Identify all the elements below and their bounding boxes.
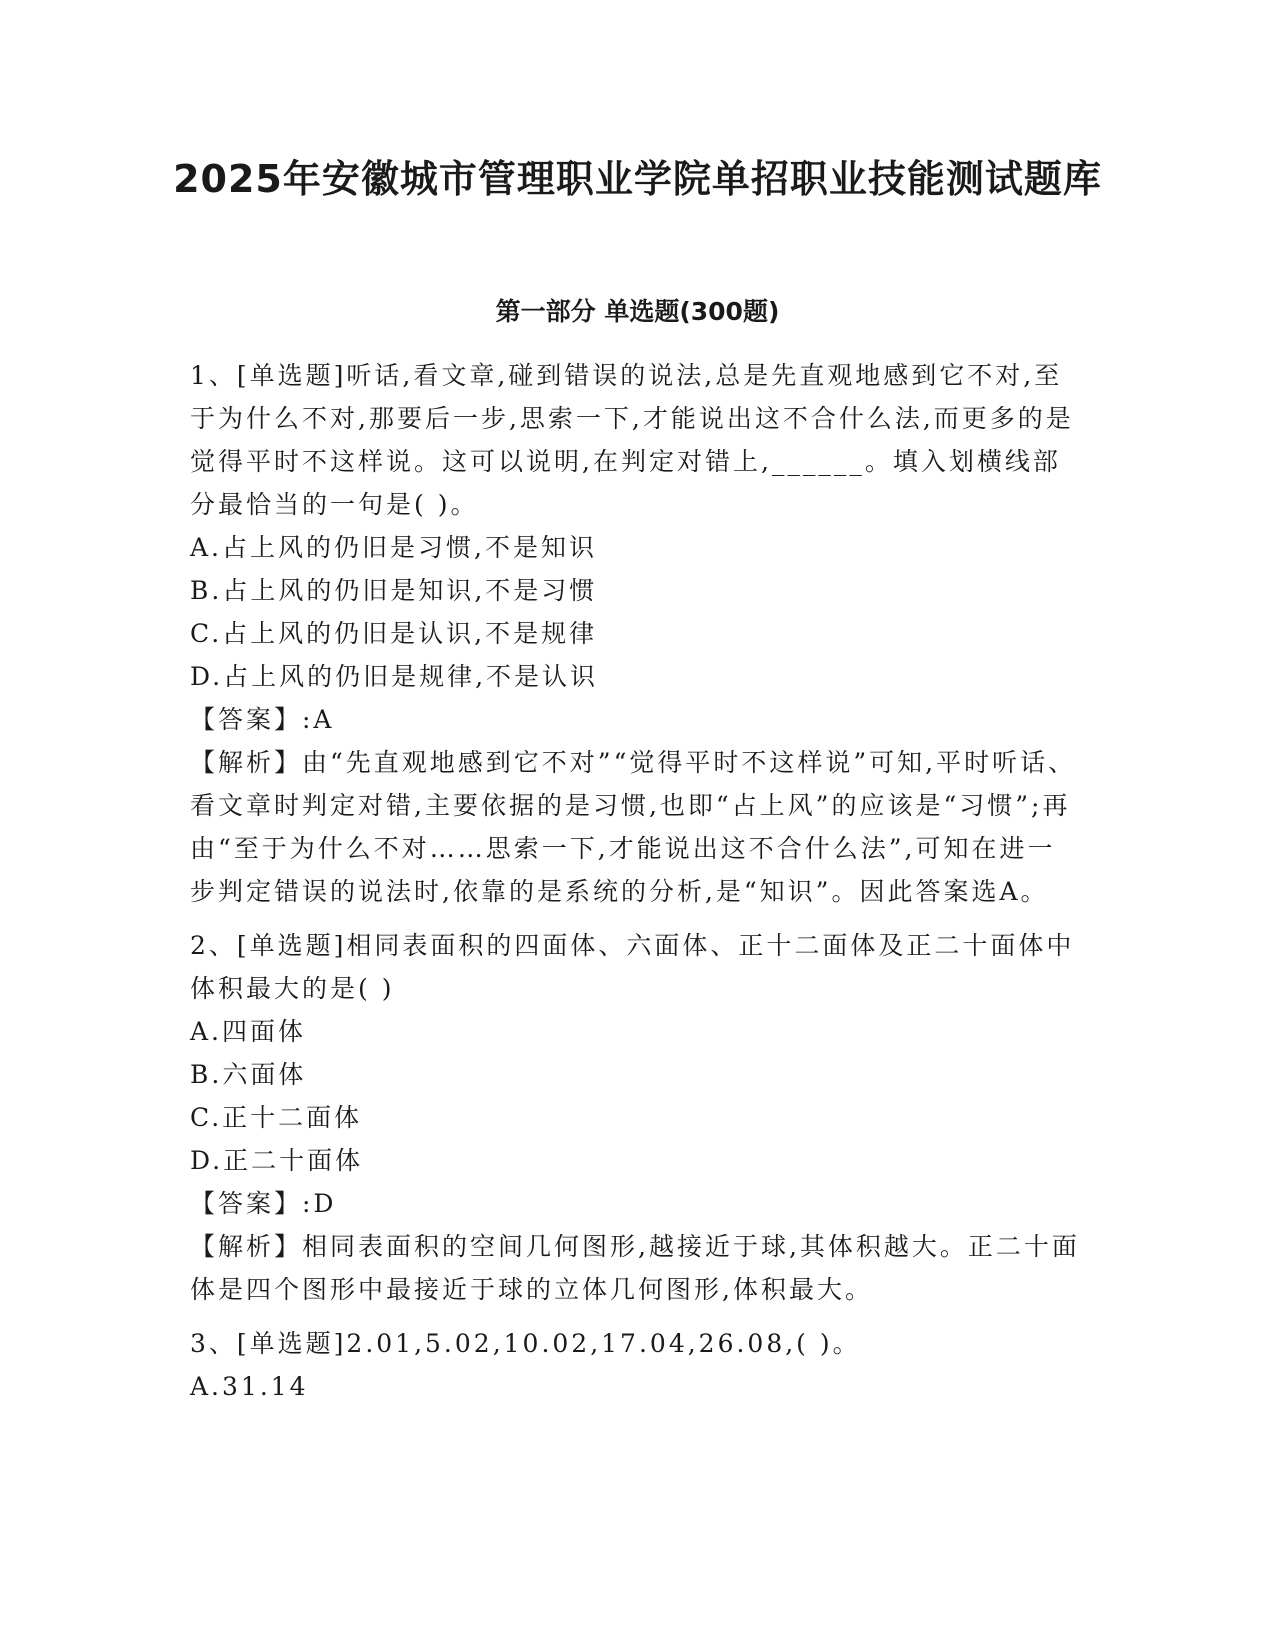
option-b: B.六面体 bbox=[190, 1060, 307, 1089]
option-d: D.占上风的仍旧是规律,不是认识 bbox=[190, 662, 599, 691]
option-c: C.正十二面体 bbox=[190, 1103, 363, 1132]
question-stem: 1、[单选题]听话,看文章,碰到错误的说法,总是先直观地感到它不对,至于为什么不对,那要后一步,思索一下,才能说出这不合什么法,而更多的是觉得平时不这样说。这可以说明,在判定对错上,______。填入划横线部分最恰当的一句是( )。 bbox=[190, 361, 1074, 519]
answer: 【答案】:D bbox=[190, 1189, 337, 1218]
option-a: A.占上风的仍旧是习惯,不是知识 bbox=[190, 533, 597, 562]
document-title: 2025年安徽城市管理职业学院单招职业技能测试题库 bbox=[173, 157, 1102, 201]
question-stem: 3、[单选题]2.01,5.02,10.02,17.04,26.08,( )。 bbox=[190, 1329, 861, 1358]
section-title: 第一部分 单选题(300题) bbox=[495, 297, 780, 326]
answer: 【答案】:A bbox=[190, 705, 335, 734]
analysis: 【解析】相同表面积的空间几何图形,越接近于球,其体积越大。正二十面体是四个图形中最接近于球的立体几何图形,体积最大。 bbox=[190, 1232, 1080, 1304]
question-item bbox=[190, 924, 1080, 1311]
question-list bbox=[190, 354, 1080, 1419]
analysis: 【解析】由“先直观地感到它不对”“觉得平时不这样说”可知,平时听话、看文章时判定对错,主要依据的是习惯,也即“占上风”的应该是“习惯”;再由“至于为什么不对……思索一下,才能说出这不合什么法”,可知在进一步判定错误的说法时,依靠的是系统的分析,是“知识”。因此答案选A。 bbox=[190, 748, 1077, 906]
option-a: A.四面体 bbox=[190, 1017, 307, 1046]
option-a: A.31.14 bbox=[190, 1372, 309, 1401]
option-d: D.正二十面体 bbox=[190, 1146, 364, 1175]
option-b: B.占上风的仍旧是知识,不是习惯 bbox=[190, 576, 598, 605]
question-stem: 2、[单选题]相同表面积的四面体、六面体、正十二面体及正二十面体中体积最大的是( ) bbox=[190, 931, 1075, 1003]
question-item bbox=[190, 354, 1080, 913]
question-item bbox=[190, 1322, 1080, 1408]
option-c: C.占上风的仍旧是认识,不是规律 bbox=[190, 619, 598, 648]
